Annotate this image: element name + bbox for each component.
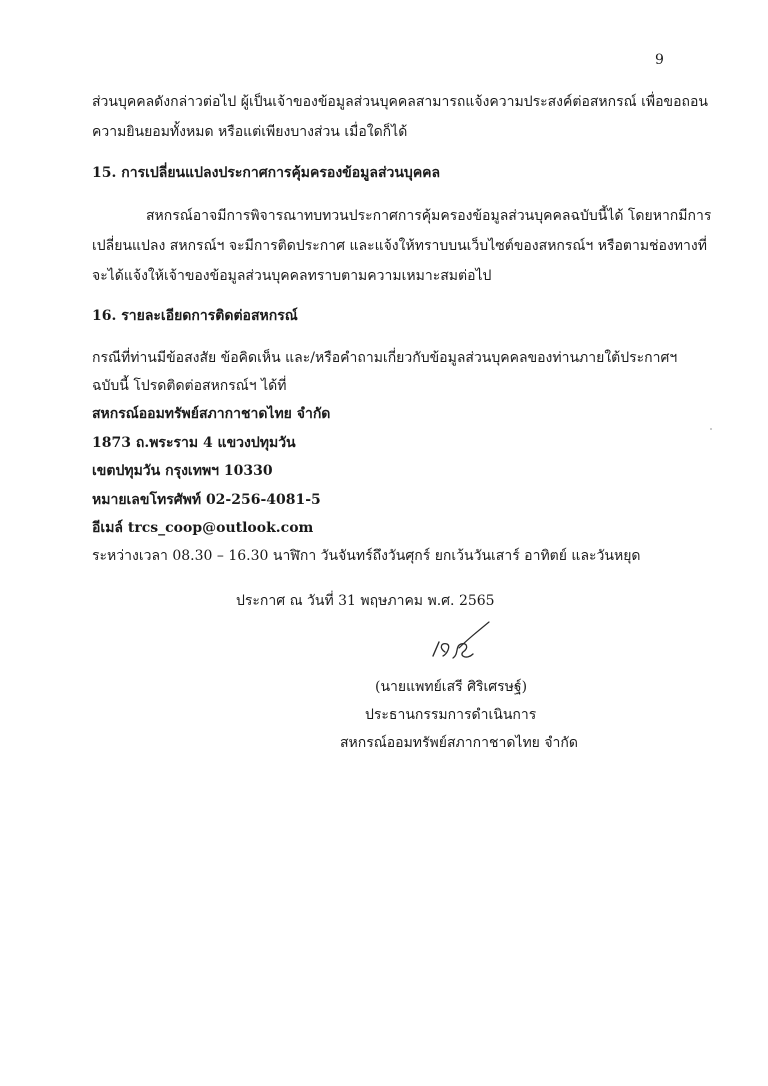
announcement-date: ประกาศ ณ วันที่ 31 พฤษภาคม พ.ศ. 2565 bbox=[236, 593, 495, 609]
section-15-line-2: เปลี่ยนแปลง สหกรณ์ฯ จะมีการติดประกาศ และแจ้งให้ทราบบนเว็บไซต์ของสหกรณ์ฯ หรือตามช่องทางที่ bbox=[92, 238, 707, 254]
signatory-position: ประธานกรรมการดำเนินการ bbox=[365, 707, 537, 723]
intro-line-1: ส่วนบุคคลดังกล่าวต่อไป ผู้เป็นเจ้าของข้อมูลส่วนบุคคลสามารถแจ้งความประสงค์ต่อสหกรณ์ เพื่อขอถอน bbox=[92, 94, 708, 110]
signatory-name: (นายแพทย์เสรี ศิริเศรษฐ์) bbox=[375, 679, 528, 695]
office-hours: ระหว่างเวลา 08.30 – 16.30 นาฬิกา วันจันทร์ถึงวันศุกร์ ยกเว้นวันเสาร์ อาทิตย์ และวันหยุด bbox=[92, 548, 641, 564]
section-16-line-1: กรณีที่ท่านมีข้อสงสัย ข้อคิดเห็น และ/หรือคำถามเกี่ยวกับข้อมูลส่วนบุคคลของท่านภายใต้ประกาศฯ bbox=[92, 350, 678, 366]
page-number: 9 bbox=[655, 52, 664, 68]
org-name: สหกรณ์ออมทรัพย์สภากาชาดไทย จำกัด bbox=[92, 406, 331, 422]
section-15-heading: 15. การเปลี่ยนแปลงประกาศการคุ้มครองข้อมูลส่วนบุคคล bbox=[92, 165, 441, 181]
section-16-line-2: ฉบับนี้ โปรดติดต่อสหกรณ์ฯ ได้ที่ bbox=[92, 378, 287, 394]
section-16-heading: 16. รายละเอียดการติดต่อสหกรณ์ bbox=[92, 308, 298, 324]
phone-number: หมายเลขโทรศัพท์ 02-256-4081-5 bbox=[92, 492, 321, 508]
address-line-1: 1873 ถ.พระราม 4 แขวงปทุมวัน bbox=[92, 435, 296, 451]
section-15-line-1: สหกรณ์อาจมีการพิจารณาทบทวนประกาศการคุ้มครองข้อมูลส่วนบุคคลฉบับนี้ได้ โดยหากมีการ bbox=[146, 208, 712, 224]
email-address: อีเมล์ trcs_coop@outlook.com bbox=[92, 520, 314, 536]
signatory-organization: สหกรณ์ออมทรัพย์สภากาชาดไทย จำกัด bbox=[340, 735, 578, 751]
handwritten-signature bbox=[425, 618, 495, 668]
section-15-line-3: จะได้แจ้งให้เจ้าของข้อมูลส่วนบุคคลทราบตามความเหมาะสมต่อไป bbox=[92, 268, 492, 284]
scan-speck bbox=[710, 428, 712, 430]
intro-line-2: ความยินยอมทั้งหมด หรือแต่เพียงบางส่วน เมื่อใดก็ได้ bbox=[92, 124, 408, 140]
address-line-2: เขตปทุมวัน กรุงเทพฯ 10330 bbox=[92, 463, 273, 479]
